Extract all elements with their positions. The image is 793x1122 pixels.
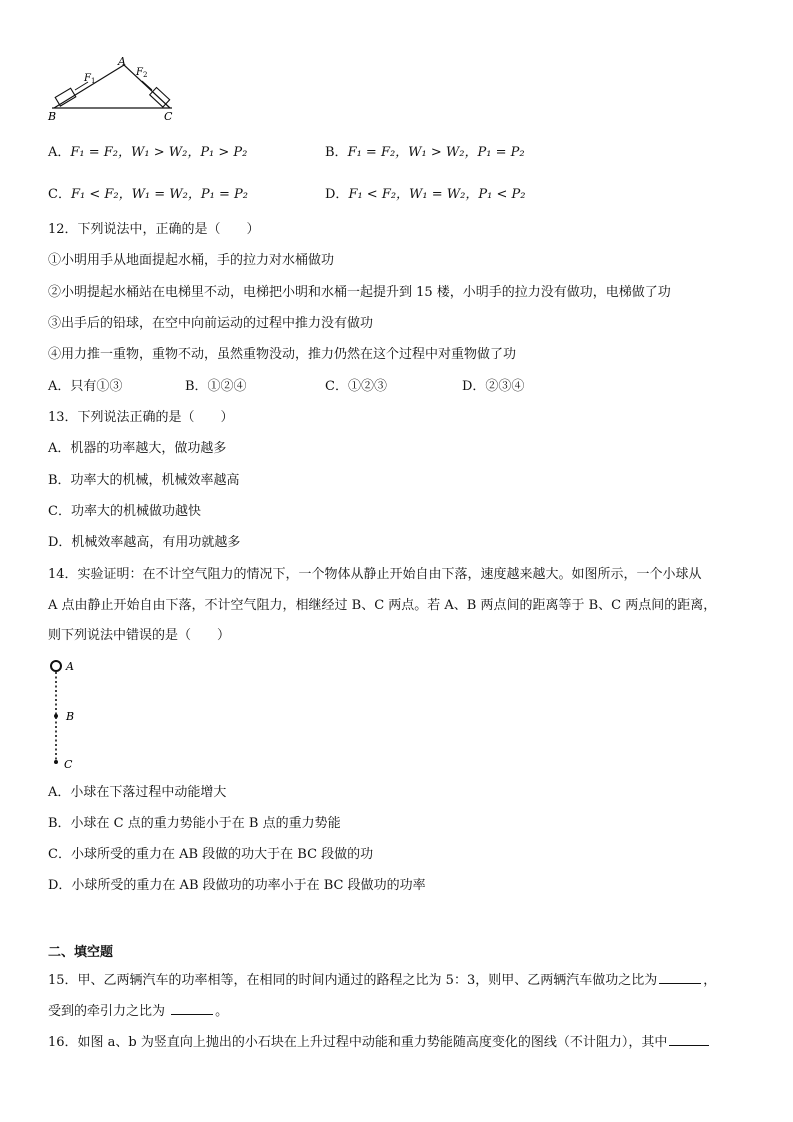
q12-option-d[interactable]: D．②③④ [462,379,525,394]
q14-falling-ball-figure [44,656,94,774]
q12-item-1: ①小明用手从地面提起水桶，手的拉力对水桶做功 [48,253,335,268]
q12-item-3: ③出手后的铅球，在空中向前运动的过程中推力没有做功 [48,316,374,331]
q12-option-a[interactable]: A．只有①③ [48,379,123,394]
q13-option-c[interactable]: C．功率大的机械做功越快 [48,504,201,519]
q14-option-a[interactable]: A．小球在下落过程中动能增大 [48,785,227,800]
q12-item-2: ②小明提起水桶站在电梯里不动，电梯把小明和水桶一起提升到 15 楼，小明手的拉力没有做功，电梯做了功 [48,285,671,300]
q11-label-F2: $F_2$ [136,67,148,79]
q13-stem: 13．下列说法正确的是（ ） [48,410,234,425]
q11-label-F1: $F_1$ [84,73,96,85]
q15-line-2: 受到的牵引力之比为 。 [48,1004,229,1019]
q14-stem-line-2: A 点由静止开始自由下落，不计空气阻力，相继经过 B、C 两点。若 A、B 两点间的距离等于 B、C 两点间的距离， [48,598,717,613]
q14-option-d[interactable]: D．小球所受的重力在 AB 段做功的功率小于在 BC 段做功的功率 [48,878,426,893]
q15-line-1: 15．甲、乙两辆汽车的功率相等，在相同的时间内通过的路程之比为 5：3，则甲、乙两辆汽车做功之比为 ， [48,973,717,988]
q16-blank-1[interactable] [669,1033,709,1046]
q11-option-a[interactable]: A．F₁ = F₂，W₁ > W₂，P₁ > P₂ [48,145,248,160]
q14-option-b[interactable]: B．小球在 C 点的重力势能小于在 B 点的重力势能 [48,816,341,831]
q16-line-1: 16．如图 a、b 为竖直向上抛出的小石块在上升过程中动能和重力势能随高度变化的图线（不计阻力），其中 [48,1033,711,1052]
q15-blank-2[interactable] [171,1002,213,1015]
section-title-fill-in: 二、填空题 [48,945,114,960]
q11-label-A: A [118,56,126,68]
q13-option-d[interactable]: D．机械效率越高，有用功就越多 [48,535,241,550]
q15-blank-1[interactable] [659,971,701,984]
q11-option-d[interactable]: D．F₁ < F₂，W₁ = W₂，P₁ < P₂ [325,187,526,202]
q12-option-c[interactable]: C．①②③ [325,379,387,394]
q11-label-B: B [48,110,57,123]
q11-option-c[interactable]: C．F₁ < F₂，W₁ = W₂，P₁ = P₂ [48,187,248,202]
q11-label-C: C [164,110,173,123]
q14-label-A: A [66,660,74,673]
q12-item-4: ④用力推一重物，重物不动，虽然重物没动，推力仍然在这个过程中对重物做了功 [48,347,517,362]
q14-label-B: B [66,710,75,723]
q11-option-b[interactable]: B．F₁ = F₂，W₁ > W₂，P₁ = P₂ [325,145,525,160]
q14-stem-line-3: 则下列说法中错误的是（ ） [48,628,231,643]
q11-incline-figure [44,56,184,124]
q13-option-a[interactable]: A．机器的功率越大，做功越多 [48,441,227,456]
q14-stem-line-1: 14．实验证明：在不计空气阻力的情况下，一个物体从静止开始自由下落，速度越来越大。如图所示，一个小球从 [48,567,702,582]
q14-option-c[interactable]: C．小球所受的重力在 AB 段做的功大于在 BC 段做的功 [48,847,374,862]
q14-label-C: C [64,758,73,771]
q12-option-b[interactable]: B．①②④ [185,379,247,394]
q13-option-b[interactable]: B．功率大的机械，机械效率越高 [48,473,240,488]
q12-stem: 12．下列说法中，正确的是（ ） [48,222,260,237]
